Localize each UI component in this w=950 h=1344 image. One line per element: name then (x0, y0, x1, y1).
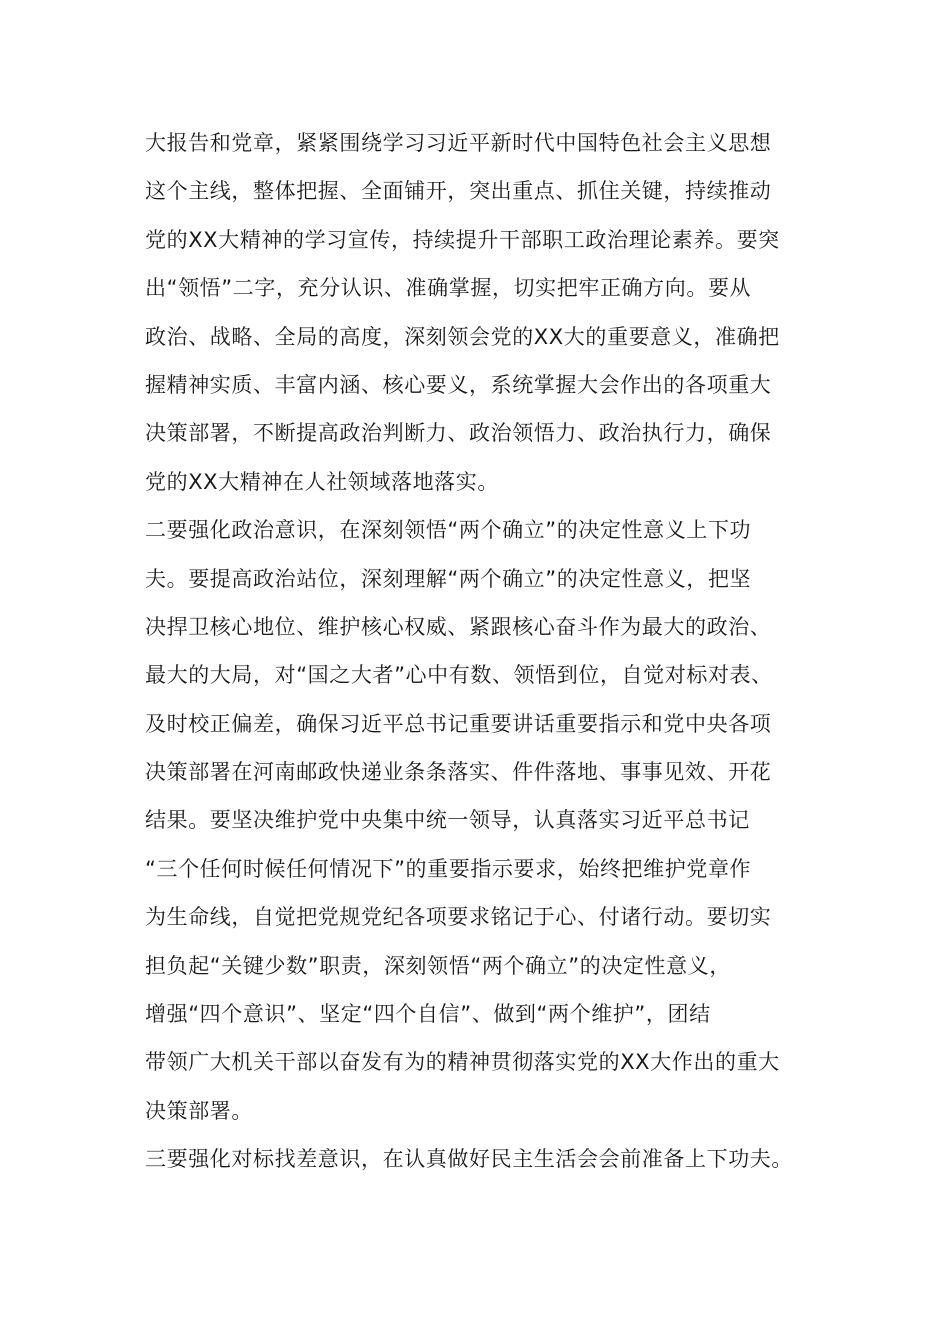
text-line: 增强“四个意识”、坚定“四个自信”、做到“两个维护”，团结 (145, 1002, 711, 1027)
text-line: 为生命线，自觉把党规党纪各项要求铭记于心、付诸行动。要切实 (145, 905, 772, 930)
text-line: 出“领悟”二字，充分认识、准确掌握，切实把牢正确方向。要从 (145, 276, 752, 301)
text-line: 三要强化对标找差意识，在认真做好民主生活会会前准备上下功夫。 (145, 1147, 793, 1172)
text-line: 决策部署。 (145, 1098, 253, 1123)
text-line: 担负起“关键少数”职责，深刻领悟“两个确立”的决定性意义， (145, 953, 731, 978)
text-line: 夫。要提高政治站位，深刻理解“两个确立”的决定性意义，把坚 (145, 566, 752, 591)
text-line: 及时校正偏差，确保习近平总书记重要讲话重要指示和党中央各项 (145, 711, 772, 736)
text-line: 决策部署在河南邮政快递业条条落实、件件落地、事事见效、开花 (145, 760, 772, 785)
text-line: 结果。要坚决维护党中央集中统一领导，认真落实习近平总书记 (145, 808, 750, 833)
text-line: 这个主线，整体把握、全面铺开，突出重点、抓住关键，持续推动 (145, 179, 772, 204)
text-line: 决策部署，不断提高政治判断力、政治领悟力、政治执行力，确保 (145, 421, 772, 446)
text-line: “三个任何时候任何情况下”的重要指示要求，始终把维护党章作 (145, 856, 752, 881)
text-line: 带领广大机关干部以奋发有为的精神贯彻落实党的XX大作出的重大 (145, 1050, 780, 1075)
text-line: 握精神实质、丰富内涵、核心要义，系统掌握大会作出的各项重大 (145, 372, 772, 397)
text-line: 政治、战略、全局的高度，深刻领会党的XX大的重要意义，准确把 (145, 324, 780, 349)
body-text (145, 131, 835, 1196)
text-line: 最大的大局，对“国之大者”心中有数、领悟到位，自觉对标对表、 (145, 663, 773, 688)
text-line: 大报告和党章，紧紧围绕学习习近平新时代中国特色社会主义思想 (145, 131, 772, 155)
text-line: 决捍卫核心地位、维护核心权威、紧跟核心奋斗作为最大的政治、 (145, 614, 772, 639)
text-line: 党的XX大精神在人社领域落地落实。 (145, 469, 499, 494)
text-line: 党的XX大精神的学习宣传，持续提升干部职工政治理论素养。要突 (145, 227, 780, 252)
text-line: 二要强化政治意识，在深刻领悟“两个确立”的决定性意义上下功 (145, 518, 752, 543)
